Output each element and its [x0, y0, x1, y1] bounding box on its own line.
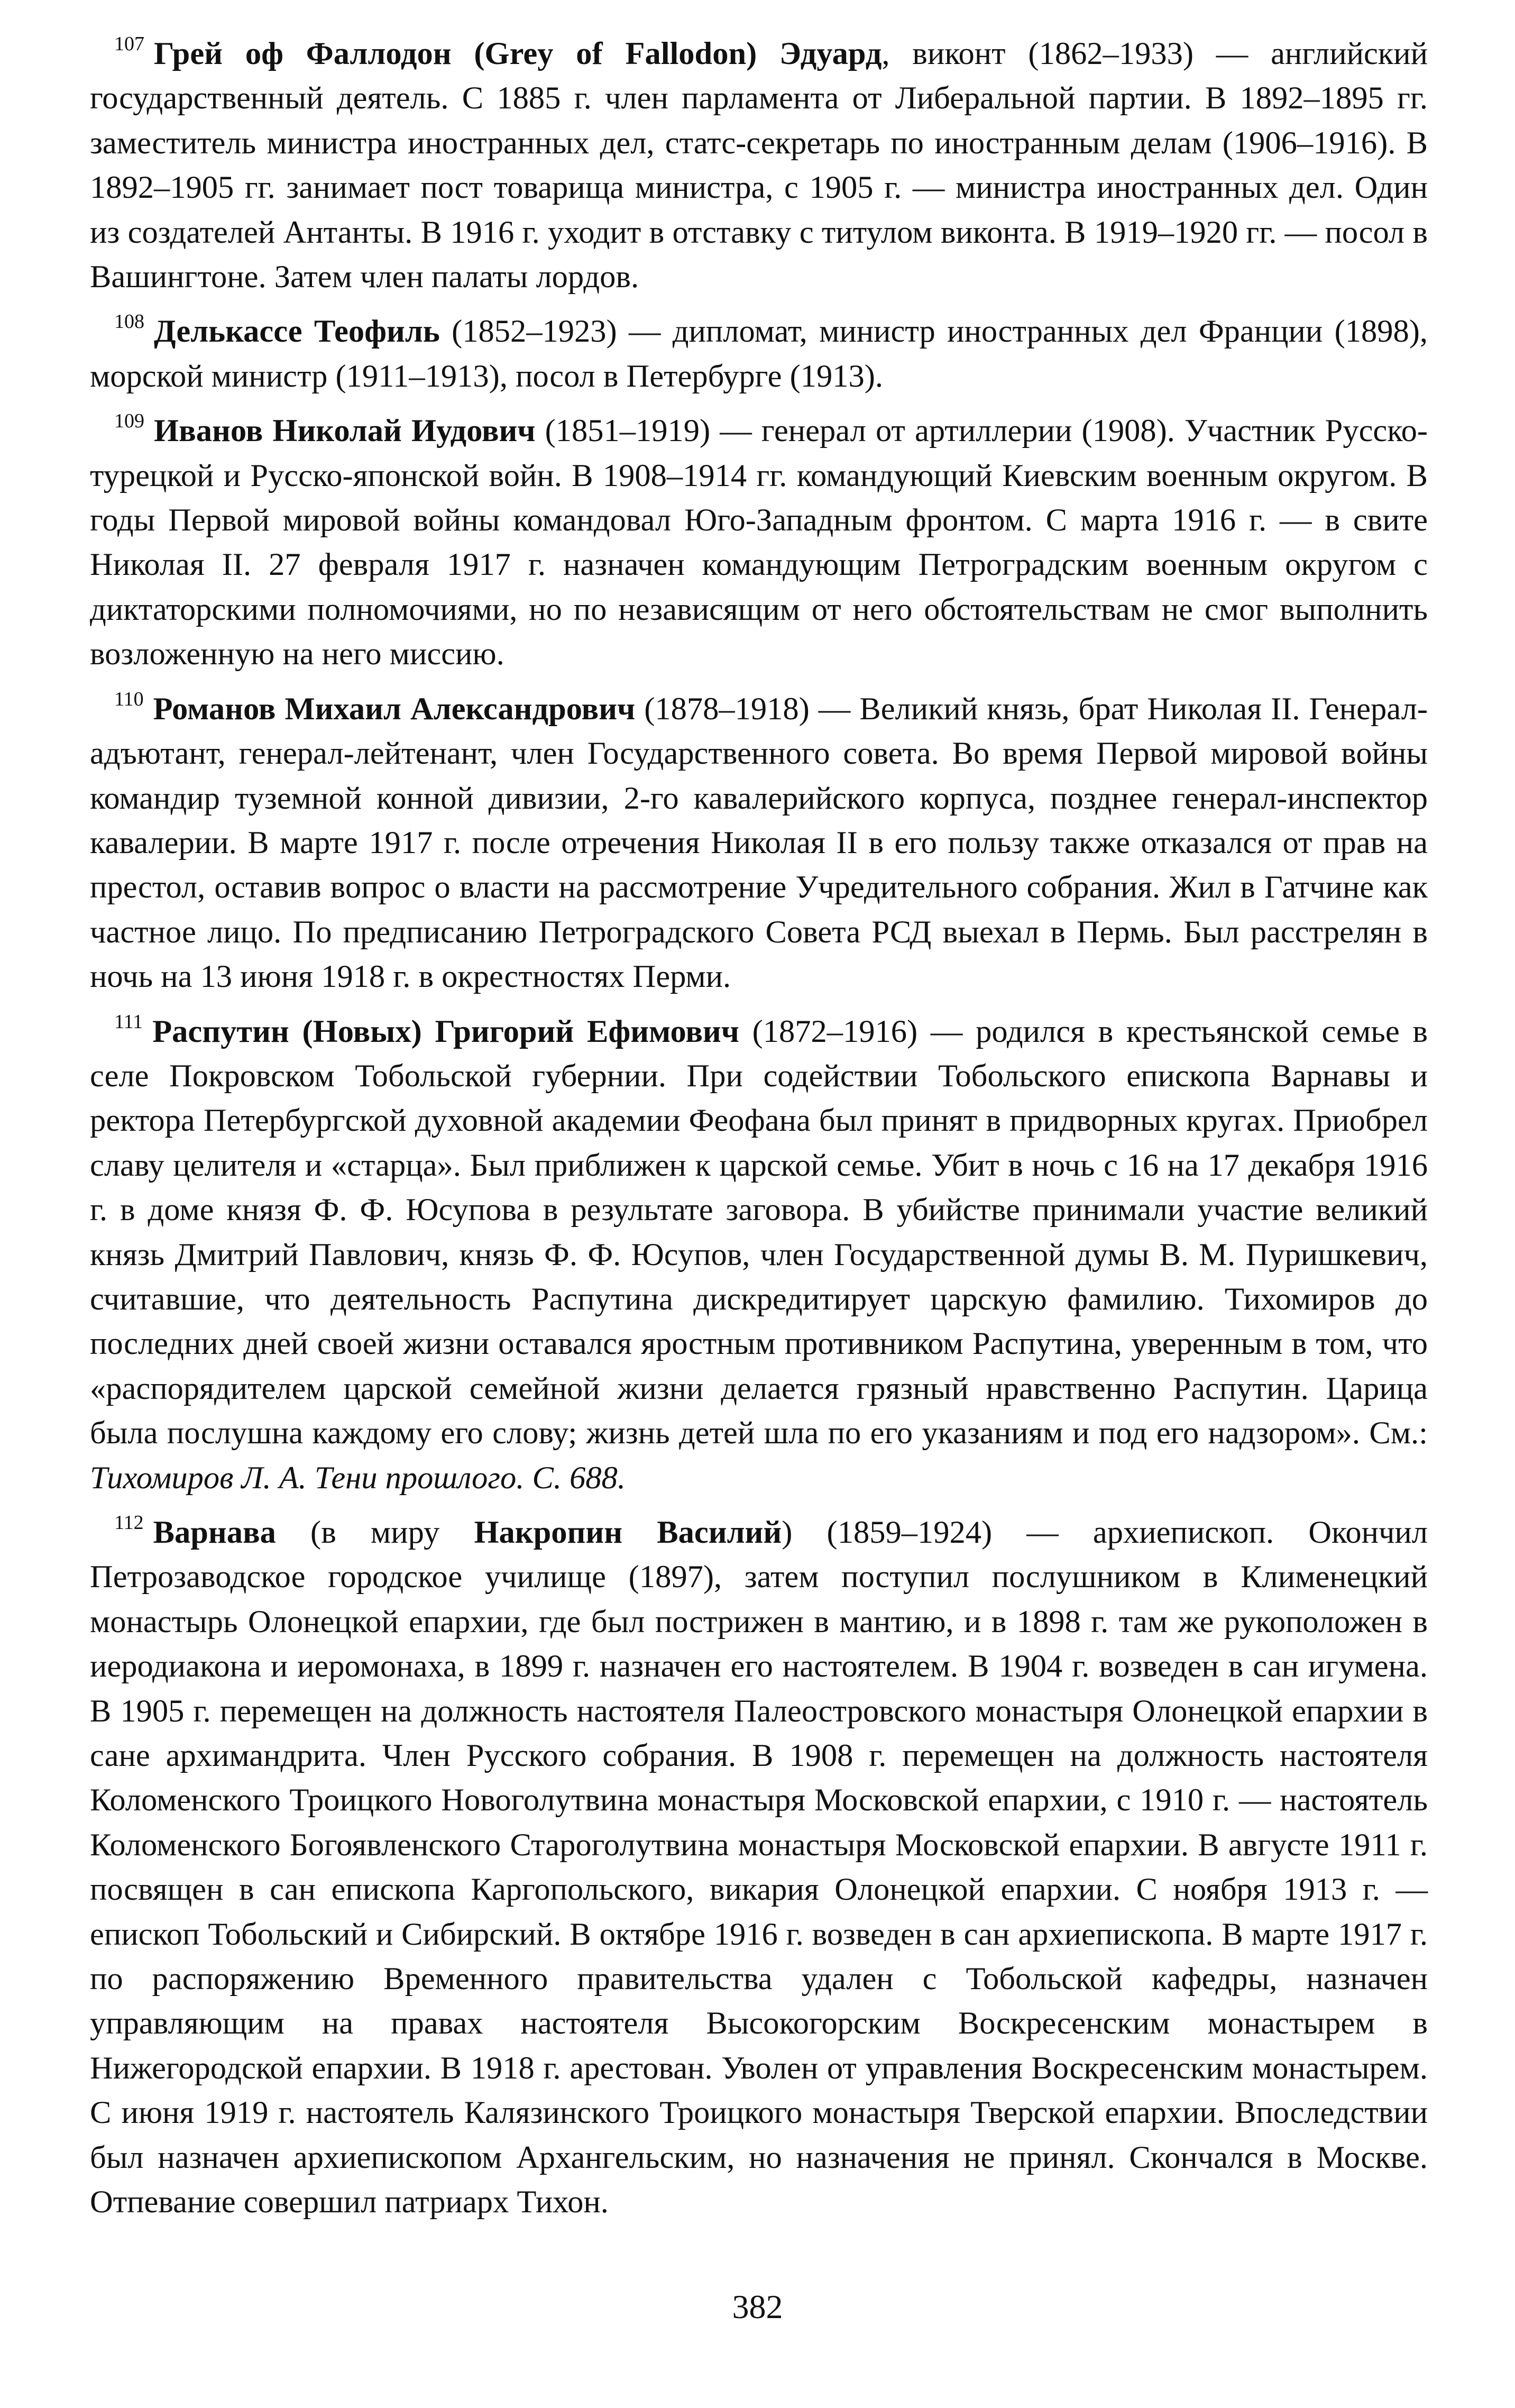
footnote-number: 111 — [114, 1010, 143, 1033]
footnote-109 — [90, 409, 1428, 676]
footnote-number: 108 — [114, 310, 144, 333]
person-name: Грей оф Фаллодон (Grey of Fallodon) Эдуард — [154, 36, 882, 71]
footnote-number: 110 — [114, 688, 144, 710]
footnote-text: (1878–1918) — Великий князь, брат Николая II. Генерал-адъютант, генерал-лейтенант, член Государственного совета. Во время Первой мировой войны командир туземной конной дивизии, 2-го кавалерийского корпуса, позднее генерал-инспектор кавалерии. В марте 1917 г. после отречения Николая II в его пользу также отказался от прав на престол, оставив вопрос о власти на рассмотрение Учредительного собрания. Жил в Гатчине как частное лицо. По предписанию Петроградского Совета РСД выехал в Пермь. Был расстрелян в ночь на 13 июня 1918 г. в окрестностях Перми. — [90, 691, 1428, 995]
footnote-112 — [90, 1510, 1428, 2225]
citation: Тихомиров Л. А. Тени прошлого. С. 688. — [90, 1460, 626, 1496]
person-name: Варнава — [153, 1515, 276, 1550]
footnote-107 — [90, 32, 1428, 299]
footnote-text-part: (в миру — [276, 1515, 474, 1550]
footnote-108 — [90, 309, 1428, 399]
footnote-text: (1852–1923) — дипломат, министр иностранных дел Франции (1898), морской министр (1911–1913), посол в Петербурге (1913). — [90, 314, 1428, 394]
footnote-text: ) (1859–1924) — архиепископ. Окончил Петрозаводское городское училище (1897), затем поступил послушником в Клименецкий монастырь Олонецкой епархии, где был пострижен в мантию, и в 1898 г. там же рукоположен в иеродиакона и иеромонаха, в 1899 г. назначен его настоятелем. В 1904 г. возведен в сан игумена. В 1905 г. перемещен на должность настоятеля Палеостровского монастыря Олонецкой епархии в сане архимандрита. Член Русского собрания. В 1908 г. перемещен на должность настоятеля Коломенского Троицкого Новоголутвина монастыря Московской епархии, с 1910 г. — настоятель Коломенского Богоявленского Староголутвина монастыря Московской епархии. В августе 1911 г. посвящен в сан епископа Каргопольского, викария Олонецкой епархии. С ноября 1913 г. — епископ Тобольский и Сибирский. В октябре 1916 г. возведен в сан архиепископа. В марте 1917 г. по распоряжению Временного правительства удален с Тобольской кафедры, назначен управляющим на правах настоятеля Высокогорским Воскресенским монастырем в Нижегородской епархии. В 1918 г. арестован. Уволен от управления Воскресенским монастырем. С июня 1919 г. настоятель Калязинского Троицкого монастыря Тверской епархии. Впоследствии был назначен архиепископом Архангельским, но назначения не принял. Скончался в Москве. Отпевание совершил патриарх Тихон. — [90, 1515, 1428, 2220]
footnote-110 — [90, 687, 1428, 1000]
footnote-text: (1872–1916) — родился в крестьянской семье в селе Покровском Тобольской губернии. При содействии Тобольского епископа Варнавы и ректора Петербургской духовной академии Феофана был принят в придворных кругах. Приобрел славу целителя и «старца». Был приближен к царской семье. Убит в ночь с 16 на 17 декабря 1916 г. в доме князя Ф. Ф. Юсупова в результате заговора. В убийстве принимали участие великий князь Дмитрий Павлович, князь Ф. Ф. Юсупов, член Государственной думы В. М. Пуришкевич, считавшие, что деятельность Распутина дискредитирует царскую фамилию. Тихомиров до последних дней своей жизни оставался яростным противником Распутина, уверенным в том, что «распорядителем царской семейной жизни делается грязный нравственно Распутин. Царица была послушна каждому его слову; жизнь детей шла по его указаниям и под его надзором». См.: — [90, 1013, 1428, 1451]
page-number: 382 — [732, 2288, 783, 2325]
person-name: Иванов Николай Иудович — [154, 413, 536, 449]
footnote-number: 109 — [114, 410, 144, 433]
footnote-number: 107 — [114, 33, 144, 55]
person-name: Делькассе Теофиль — [154, 314, 440, 350]
person-name: Романов Михаил Александрович — [153, 691, 636, 727]
secular-name: Накропин Василий — [474, 1515, 782, 1550]
footnotes-page — [90, 32, 1428, 2235]
person-name: Распутин (Новых) Григорий Ефимович — [152, 1013, 739, 1049]
footnote-number: 112 — [114, 1512, 144, 1534]
footnote-text: , виконт (1862–1933) — английский государственный деятель. С 1885 г. член парламента от Либеральной партии. В 1892–1895 гг. заместитель министра иностранных дел, статс-секретарь по иностранным делам (1906–1916). В 1892–1905 гг. занимает пост товарища министра, с 1905 г. — министра иностранных дел. Один из создателей Антанты. В 1916 г. уходит в отставку с титулом виконта. В 1919–1920 гг. — посол в Вашингтоне. Затем член палаты лордов. — [90, 36, 1428, 295]
footnote-111 — [90, 1010, 1428, 1500]
footnote-text: (1851–1919) — генерал от артиллерии (1908). Участник Русско-турецкой и Русско-японской войн. В 1908–1914 гг. командующий Киевским военным округом. В годы Первой мировой войны командовал Юго-Западным фронтом. С марта 1916 г. — в свите Николая II. 27 февраля 1917 г. назначен командующим Петроградским военным округом с диктаторскими полномочиями, но по независящим от него обстоятельствам не смог выполнить возложенную на него миссию. — [90, 413, 1428, 672]
